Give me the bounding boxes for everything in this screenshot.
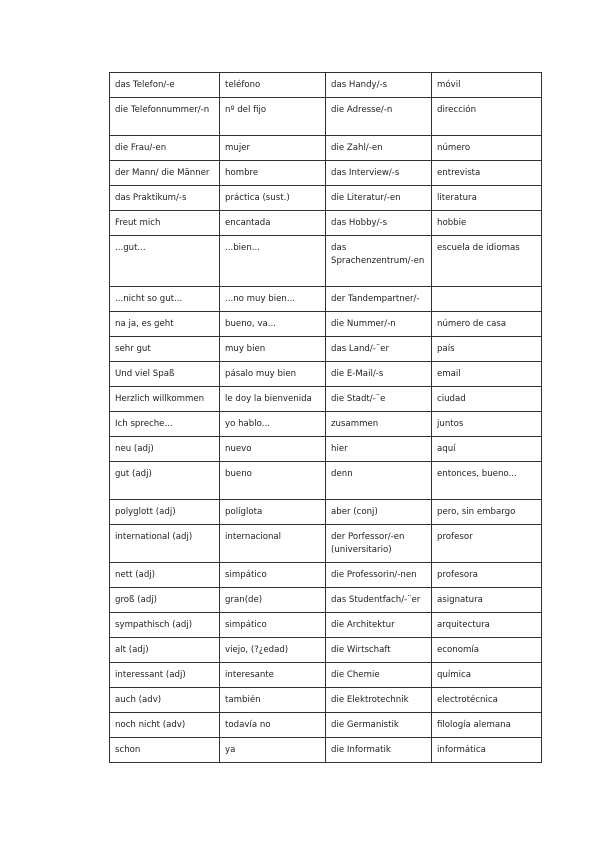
table-cell: le doy la bienvenida xyxy=(220,387,326,412)
table-cell: todavía no xyxy=(220,713,326,738)
table-cell: die Germanistik xyxy=(326,713,432,738)
table-cell: Ich spreche... xyxy=(110,412,220,437)
table-cell: pásalo muy bien xyxy=(220,362,326,387)
table-cell: juntos xyxy=(432,412,542,437)
table-cell: electrotécnica xyxy=(432,688,542,713)
table-cell: interesante xyxy=(220,663,326,688)
table-row xyxy=(110,713,542,738)
table-cell: profesor xyxy=(432,525,542,563)
table-cell: international (adj) xyxy=(110,525,220,563)
table-cell: profesora xyxy=(432,563,542,588)
table-cell: interessant (adj) xyxy=(110,663,220,688)
table-cell: dirección xyxy=(432,98,542,136)
table-cell: sehr gut xyxy=(110,337,220,362)
table-cell: práctica (sust.) xyxy=(220,186,326,211)
table-cell: ...nicht so gut... xyxy=(110,287,220,312)
table-cell: teléfono xyxy=(220,73,326,98)
table-row xyxy=(110,337,542,362)
table-cell: entonces, bueno... xyxy=(432,462,542,500)
table-cell: die Stadt/-¨e xyxy=(326,387,432,412)
table-cell: ciudad xyxy=(432,387,542,412)
table-cell: internacional xyxy=(220,525,326,563)
table-cell: die Zahl/-en xyxy=(326,136,432,161)
table-cell: encantada xyxy=(220,211,326,236)
table-cell: también xyxy=(220,688,326,713)
table-cell: viejo, (?¿edad) xyxy=(220,638,326,663)
table-cell: Freut mich xyxy=(110,211,220,236)
table-cell: alt (adj) xyxy=(110,638,220,663)
table-cell: ...no muy bien... xyxy=(220,287,326,312)
table-cell: groß (adj) xyxy=(110,588,220,613)
table-cell: aber (conj) xyxy=(326,500,432,525)
table-row xyxy=(110,525,542,563)
table-cell: muy bien xyxy=(220,337,326,362)
table-cell: química xyxy=(432,663,542,688)
table-cell: Und viel Spaß xyxy=(110,362,220,387)
table-cell: políglota xyxy=(220,500,326,525)
table-cell: entrevista xyxy=(432,161,542,186)
table-cell: polyglott (adj) xyxy=(110,500,220,525)
table-cell: simpático xyxy=(220,613,326,638)
table-cell: hobbie xyxy=(432,211,542,236)
table-cell: número de casa xyxy=(432,312,542,337)
table-cell: der Porfessor/-en (universitario) xyxy=(326,525,432,563)
table-row xyxy=(110,98,542,136)
table-row xyxy=(110,500,542,525)
table-row xyxy=(110,738,542,763)
table-cell: Herzlich willkommen xyxy=(110,387,220,412)
table-cell: aquí xyxy=(432,437,542,462)
table-row xyxy=(110,688,542,713)
table-cell: die Wirtschaft xyxy=(326,638,432,663)
table-cell: die Architektur xyxy=(326,613,432,638)
table-cell: das Telefon/-e xyxy=(110,73,220,98)
table-row xyxy=(110,161,542,186)
table-cell: yo hablo... xyxy=(220,412,326,437)
table-cell xyxy=(432,287,542,312)
table-cell: nett (adj) xyxy=(110,563,220,588)
table-row xyxy=(110,462,542,500)
table-cell: bueno, va... xyxy=(220,312,326,337)
table-cell: der Tandempartner/- xyxy=(326,287,432,312)
table-cell: arquitectura xyxy=(432,613,542,638)
table-cell: gut (adj) xyxy=(110,462,220,500)
table-cell: die Literatur/-en xyxy=(326,186,432,211)
vocabulary-table xyxy=(109,72,542,763)
table-row xyxy=(110,638,542,663)
table-cell: die E-Mail/-s xyxy=(326,362,432,387)
table-cell: hombre xyxy=(220,161,326,186)
table-row xyxy=(110,563,542,588)
table-cell: die Telefonnummer/-n xyxy=(110,98,220,136)
table-cell: das Handy/-s xyxy=(326,73,432,98)
table-cell: das Studentfach/-¨er xyxy=(326,588,432,613)
table-cell: escuela de idiomas xyxy=(432,236,542,287)
table-row xyxy=(110,211,542,236)
table-cell: denn xyxy=(326,462,432,500)
table-cell: informática xyxy=(432,738,542,763)
table-cell: das Praktikum/-s xyxy=(110,186,220,211)
table-cell: bueno xyxy=(220,462,326,500)
table-row xyxy=(110,73,542,98)
table-cell: die Informatik xyxy=(326,738,432,763)
table-cell: zusammen xyxy=(326,412,432,437)
table-cell: das Sprachenzentrum/-en xyxy=(326,236,432,287)
table-cell: país xyxy=(432,337,542,362)
table-cell: neu (adj) xyxy=(110,437,220,462)
table-row xyxy=(110,588,542,613)
table-row xyxy=(110,312,542,337)
table-row xyxy=(110,437,542,462)
table-cell: das Interview/-s xyxy=(326,161,432,186)
table-row xyxy=(110,613,542,638)
table-cell: die Nummer/-n xyxy=(326,312,432,337)
table-row xyxy=(110,663,542,688)
table-cell: ya xyxy=(220,738,326,763)
table-cell: email xyxy=(432,362,542,387)
table-cell: ...bien... xyxy=(220,236,326,287)
table-row xyxy=(110,387,542,412)
table-cell: sympathisch (adj) xyxy=(110,613,220,638)
table-cell: ...gut... xyxy=(110,236,220,287)
table-cell: literatura xyxy=(432,186,542,211)
table-cell: mujer xyxy=(220,136,326,161)
table-cell: economía xyxy=(432,638,542,663)
table-cell: pero, sin embargo xyxy=(432,500,542,525)
table-cell: asignatura xyxy=(432,588,542,613)
table-cell: die Professorin/-nen xyxy=(326,563,432,588)
table-cell: nuevo xyxy=(220,437,326,462)
table-cell: die Adresse/-n xyxy=(326,98,432,136)
table-cell: auch (adv) xyxy=(110,688,220,713)
table-row xyxy=(110,136,542,161)
vocabulary-table-body xyxy=(110,73,542,763)
table-cell: die Chemie xyxy=(326,663,432,688)
table-row xyxy=(110,236,542,287)
table-cell: die Elektrotechnik xyxy=(326,688,432,713)
table-row xyxy=(110,412,542,437)
table-cell: die Frau/-en xyxy=(110,136,220,161)
table-cell: nº del fijo xyxy=(220,98,326,136)
table-row xyxy=(110,362,542,387)
table-cell: móvil xyxy=(432,73,542,98)
table-cell: noch nicht (adv) xyxy=(110,713,220,738)
table-cell: número xyxy=(432,136,542,161)
table-cell: simpático xyxy=(220,563,326,588)
table-cell: das Land/-¨er xyxy=(326,337,432,362)
table-cell: gran(de) xyxy=(220,588,326,613)
table-cell: der Mann/ die Männer xyxy=(110,161,220,186)
table-cell: filología alemana xyxy=(432,713,542,738)
table-cell: hier xyxy=(326,437,432,462)
table-cell: na ja, es geht xyxy=(110,312,220,337)
table-row xyxy=(110,287,542,312)
table-row xyxy=(110,186,542,211)
table-cell: das Hobby/-s xyxy=(326,211,432,236)
table-cell: schon xyxy=(110,738,220,763)
